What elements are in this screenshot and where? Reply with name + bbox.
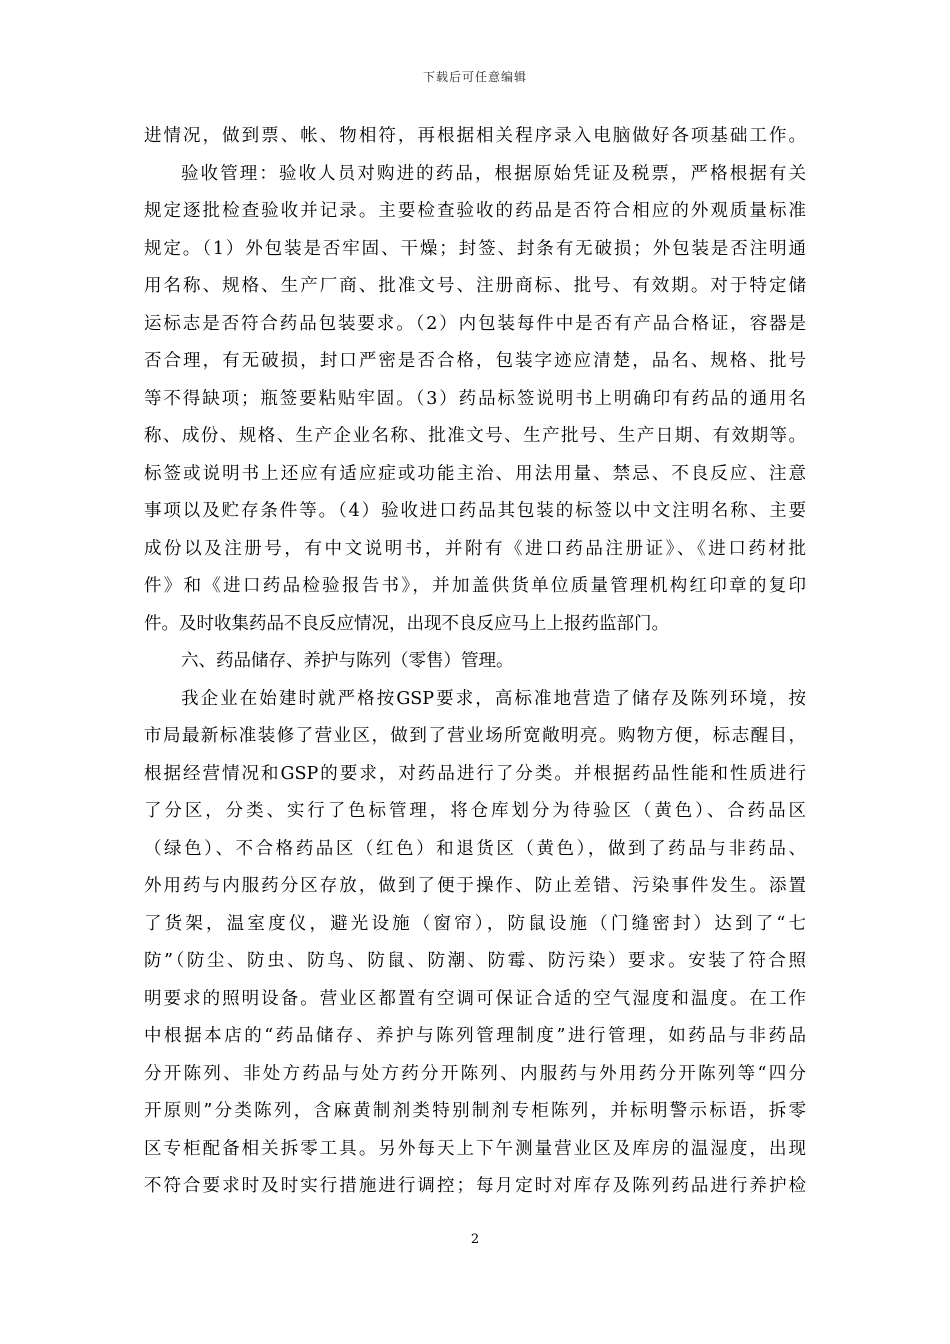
text-line: 开原则”分类陈列，含麻黄制剂类特别制剂专柜陈列，并标明警示标语，拆零 [144,1101,806,1121]
text-line: 验收管理：验收人员对购进的药品，根据原始凭证及税票，严格根据有关 [181,163,806,184]
text-line: 进情况，做到票、帐、物相符，再根据相关程序录入电脑做好各项基础工作。 [144,126,806,146]
text-line: 运标志是否符合药品包装要求。（2）内包装每件中是否有产品合格证，容器是 [144,313,806,334]
text-line: 用名称、规格、生产厂商、批准文号、注册商标、批号、有效期。对于特定储 [144,276,806,296]
text-line: 标签或说明书上还应有适应症或功能主治、用法用量、禁忌、不良反应、注意 [144,463,806,484]
text-line: 市局最新标准装修了营业区，做到了营业场所宽敞明亮。购物方便，标志醒目， [144,726,806,746]
text-line: 外用药与内服药分区存放，做到了便于操作、防止差错、污染事件发生。添置 [144,876,806,896]
text-line: 中根据本店的“药品储存、养护与陈列管理制度”进行管理，如药品与非药品 [144,1026,806,1046]
page-header: 下载后可任意编辑 [422,70,527,84]
text-line: 了货架，温室度仪，避光设施（窗帘），防鼠设施（门缝密封）达到了“七 [144,913,806,934]
text-line: 区专柜配备相关拆零工具。另外每天上下午测量营业区及库房的温湿度，出现 [144,1138,806,1159]
text-line: 件。及时收集药品不良反应情况，出现不良反应马上上报药监部门。 [144,613,669,634]
text-line: 不符合要求时及时实行措施进行调控；每月定时对库存及陈列药品进行养护检 [144,1176,806,1196]
document-body [144,118,806,1206]
text-line: 明要求的照明设备。营业区都置有空调可保证合适的空气湿度和温度。在工作 [144,988,806,1009]
text-line: 了分区，分类、实行了色标管理，将仓库划分为待验区（黄色）、合药品区 [144,801,806,821]
text-line: 事项以及贮存条件等。（4）验收进口药品其包装的标签以中文注明名称、主要 [144,501,806,521]
text-line: 称、成份、规格、生产企业名称、批准文号、生产批号、生产日期、有效期等。 [144,426,806,446]
text-line: 规定逐批检查验收并记录。主要检查验收的药品是否符合相应的外观质量标准 [144,201,806,221]
text-line: 成份以及注册号，有中文说明书，并附有《进口药品注册证》、《进口药材批 [144,538,806,559]
text-line: 规定。（1）外包装是否牢固、干燥；封签、封条有无破损；外包装是否注明通 [144,238,806,259]
section-heading: 六、药品储存、养护与陈列（零售）管理。 [181,651,514,671]
text-line: 等不得缺项；瓶签要粘贴牢固。（3）药品标签说明书上明确印有药品的通用名 [144,388,806,409]
text-line: 根据经营情况和GSP的要求，对药品进行了分类。并根据药品性能和性质进行 [144,763,806,784]
text-line: 防”（防尘、防虫、防鸟、防鼠、防潮、防霉、防污染）要求。安装了符合照 [144,951,806,971]
text-line: 件》和《进口药品检验报告书》，并加盖供货单位质量管理机构红印章的复印 [144,576,806,596]
text-line: 我企业在始建时就严格按GSP要求，高标准地营造了储存及陈列环境，按 [181,688,806,709]
text-line: 否合理，有无破损，封口严密是否合格，包装字迹应清楚，品名、规格、批号 [144,351,806,371]
text-line: 分开陈列、非处方药品与处方药分开陈列、内服药与外用药分开陈列等“四分 [144,1063,806,1084]
page-number: 2 [470,1232,480,1247]
text-line: （绿色）、不合格药品区（红色）和退货区（黄色），做到了药品与非药品、 [144,838,806,859]
